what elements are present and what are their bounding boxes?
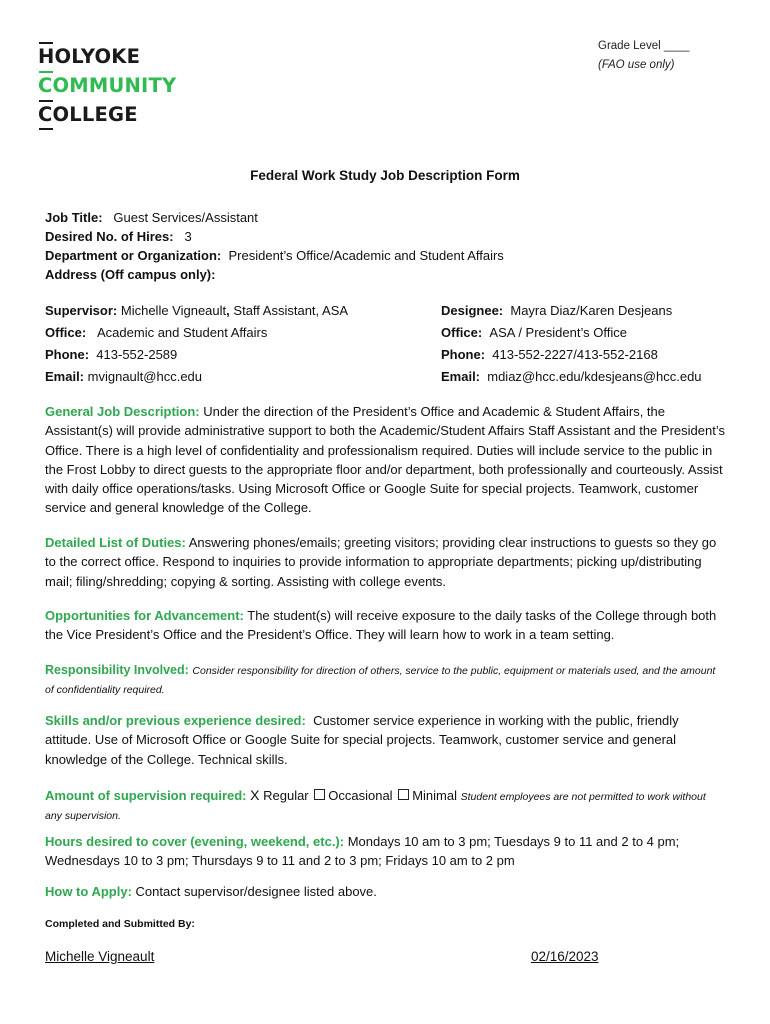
- supervision-section: [45, 786, 725, 825]
- supervisor-title: Staff Assistant, ASA: [233, 303, 349, 318]
- supervision-occasional: Occasional: [328, 788, 393, 803]
- supervision-note: Student employees are not permitted to work without any supervision.: [45, 791, 706, 822]
- duties-label: Detailed List of Duties:: [45, 535, 186, 550]
- supervisor-email-row: [45, 367, 202, 386]
- advancement-label: Opportunities for Advancement:: [45, 608, 244, 623]
- supervisor-phone-label: Phone:: [45, 347, 90, 362]
- designee-row: [441, 301, 672, 320]
- advancement-text: The student(s) will receive exposure to the daily tasks of the College through both the Vice President’s Office and the President’s Office. They will learn how to work in a team setting.: [45, 608, 717, 643]
- logo-line-community: COMMUNITY: [38, 71, 178, 100]
- designee-phone-row: [441, 345, 658, 364]
- logo-line-college: COLLEGE: [38, 100, 178, 129]
- supervisor-office-row: [45, 323, 267, 342]
- designee-value: Mayra Diaz/Karen Desjeans: [510, 303, 673, 318]
- supervision-regular-mark: X: [250, 787, 260, 803]
- responsibility-section: [45, 661, 725, 699]
- supervisor-name: Michelle Vigneault: [120, 303, 227, 318]
- hours-text: Mondays 10 am to 3 pm; Tuesdays 9 to 11 and 2 to 4 pm; Wednesdays 10 to 3 pm; Thursdays 9 to 11 and 2 to 3 pm; Fridays 10 am to 2 pm: [45, 834, 680, 869]
- minimal-checkbox[interactable]: [398, 789, 409, 800]
- skills-text: Customer service experience in working with the public, friendly attitude. Use of Microsoft Office or Google Suite for special projects. Teamwork, customer service and general knowledge of the College. Technical skills.: [45, 713, 679, 767]
- job-title-row: [45, 208, 258, 227]
- address-row: [45, 265, 215, 284]
- designee-label: Designee:: [441, 303, 504, 318]
- supervisor-label: Supervisor:: [45, 303, 118, 318]
- supervisor-phone-value: 413-552-2589: [96, 347, 178, 362]
- hires-row: [45, 227, 192, 246]
- job-title-value: Guest Services/Assistant: [113, 210, 258, 225]
- supervisor-email-label: Email:: [45, 369, 85, 384]
- designee-office-value: ASA / President’s Office: [489, 325, 627, 340]
- department-value: President’s Office/Academic and Student Affairs: [228, 248, 504, 263]
- college-logo: [38, 42, 178, 129]
- apply-section: [45, 882, 725, 901]
- general-description-text: Under the direction of the President’s Office and Academic & Student Affairs, the Assistant(s) will provide administrative support to both the Academic/Student Affairs Staff Assistant and the President’s Office. There is a high level of confidentiality and professionalism required. Duties will include service to the public in the Frost Lobby to direct guests to the appropriate floor and/or department, both professionally and courteously. Assist with daily office operations/tasks. Using Microsoft Office or Google Suite for special projects. Teamwork, customer service and general knowledge of the College.: [45, 404, 725, 516]
- logo-line-holyoke: HOLYOKE: [38, 42, 178, 71]
- responsibility-label: Responsibility Involved:: [45, 663, 189, 677]
- general-description-label: General Job Description:: [45, 404, 200, 419]
- designee-phone-value: 413-552-2227/413-552-2168: [492, 347, 658, 362]
- department-label: Department or Organization:: [45, 248, 222, 263]
- hires-value: 3: [184, 229, 192, 244]
- form-title: Federal Work Study Job Description Form: [250, 168, 520, 183]
- general-description-section: [45, 402, 725, 518]
- hours-section: [45, 832, 725, 871]
- supervision-regular: Regular: [263, 788, 309, 803]
- submitter-name: Michelle Vigneault: [45, 949, 155, 964]
- designee-email-value: mdiaz@hcc.edu/kdesjeans@hcc.edu: [487, 369, 702, 384]
- advancement-section: [45, 606, 725, 645]
- duties-section: [45, 533, 725, 591]
- designee-email-label: Email:: [441, 369, 481, 384]
- designee-office-row: [441, 323, 627, 342]
- submission-date: 02/16/2023: [531, 949, 599, 964]
- supervisor-office-label: Office:: [45, 325, 87, 340]
- job-title-label: Job Title:: [45, 210, 103, 225]
- hours-label: Hours desired to cover (evening, weekend, etc.):: [45, 834, 345, 849]
- duties-text: Answering phones/emails; greeting visitors; providing clear instructions to guests so they go to the correct office. Respond to inquiries to provide information to appropriate departments; picking up/distributing mail; filing/shredding; copying & sorting. Assisting with college events.: [45, 535, 717, 589]
- supervisor-email-value: mvignault@hcc.edu: [87, 369, 203, 384]
- supervisor-phone-row: [45, 345, 177, 364]
- department-row: [45, 246, 504, 265]
- address-label: Address (Off campus only):: [45, 267, 216, 282]
- supervision-minimal: Minimal: [412, 788, 457, 803]
- supervisor-row: Supervisor: Michelle Vigneault, Staff Assistant, ASA: [45, 303, 349, 318]
- completed-by-label: Completed and Submitted By:: [45, 918, 195, 930]
- fao-note: (FAO use only): [598, 59, 675, 71]
- occasional-checkbox[interactable]: [314, 789, 325, 800]
- skills-label: Skills and/or previous experience desired:: [45, 713, 306, 728]
- designee-phone-label: Phone:: [441, 347, 486, 362]
- apply-label: How to Apply:: [45, 884, 132, 899]
- designee-email-row: [441, 367, 702, 386]
- designee-office-label: Office:: [441, 325, 483, 340]
- supervision-label: Amount of supervision required:: [45, 788, 247, 803]
- responsibility-text: Consider responsibility for direction of others, service to the public, equipment or materials used, and the amount of confidentiality required.: [45, 665, 716, 696]
- skills-section: [45, 711, 725, 769]
- supervisor-office-value: Academic and Student Affairs: [97, 325, 268, 340]
- apply-text: Contact supervisor/designee listed above.: [135, 884, 377, 899]
- hires-label: Desired No. of Hires:: [45, 229, 174, 244]
- grade-level-label: Grade Level ____: [598, 40, 690, 52]
